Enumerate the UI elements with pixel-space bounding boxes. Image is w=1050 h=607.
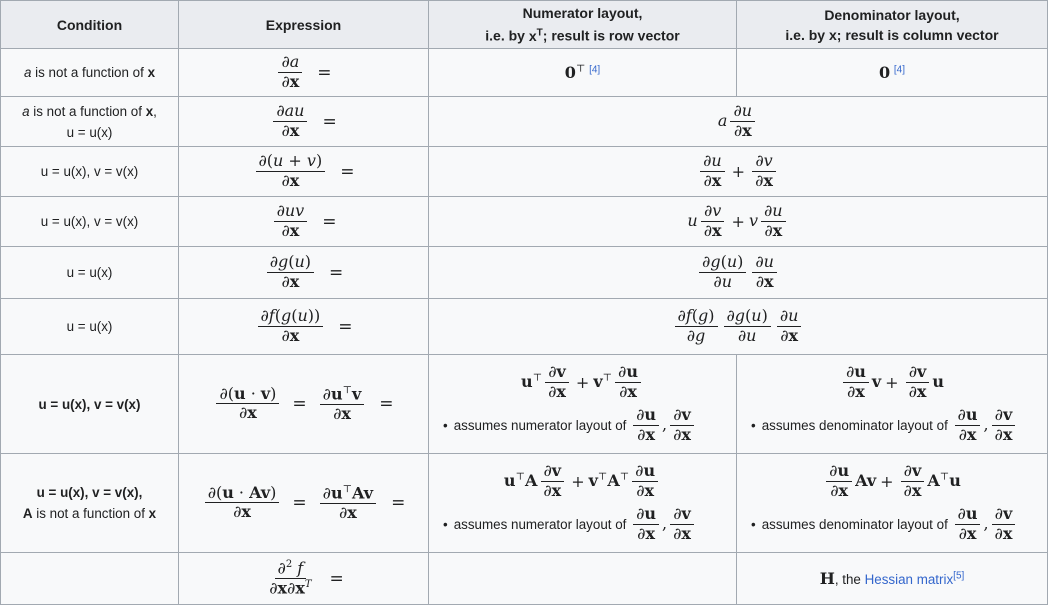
expression-cell: $\frac{\partial a}{\partial x}$ = bbox=[179, 49, 429, 97]
result-cell: $\frac{\partial u}{\partial x}$ + $\frac{\partial v}{\partial x}$ bbox=[429, 147, 1048, 197]
numerator-cell: u⊤A $\frac{\partial v}{\partial x}$ + v⊤A⊤ $\frac{\partial u}{\partial x}$ • assumes numerator layout of $\frac{\partial u}{\partial x}$ , $\frac{\partial v}{\partial x}$ bbox=[429, 454, 737, 553]
table-row bbox=[1, 147, 1048, 197]
table-row bbox=[1, 355, 1048, 454]
table-row bbox=[1, 299, 1048, 355]
condition-cell: u = u(x), v = v(x) bbox=[1, 147, 179, 197]
reference-link[interactable]: [4] bbox=[589, 64, 601, 76]
denominator-cell: $\frac{\partial u}{\partial x}$ v + $\frac{\partial v}{\partial x}$ u • assumes denominator layout of $\frac{\partial u}{\partial x}$ , $\frac{\partial v}{\partial x}$ bbox=[737, 355, 1048, 454]
header-condition: Condition bbox=[1, 1, 179, 49]
numerator-cell: u⊤ $\frac{\partial v}{\partial x}$ + v⊤ $\frac{\partial u}{\partial x}$ • assumes numerator layout of $\frac{\partial u}{\partial x}$ , $\frac{\partial v}{\partial x}$ bbox=[429, 355, 737, 454]
denominator-cell: 0 [4] bbox=[737, 49, 1048, 97]
layout-note: • assumes numerator layout of $\frac{\partial u}{\partial x}$ , $\frac{\partial v}{\partial x}$ bbox=[433, 407, 697, 444]
condition-cell: a is not a function of x bbox=[1, 49, 179, 97]
condition-cell bbox=[1, 553, 179, 605]
numerator-cell bbox=[429, 553, 737, 605]
header-denominator-layout: Denominator layout, i.e. by x; result is column vector bbox=[737, 1, 1048, 49]
layout-note: • assumes denominator layout of $\frac{\partial u}{\partial x}$ , $\frac{\partial v}{\partial x}$ bbox=[741, 506, 1018, 543]
expression-cell: $\frac{\partial(u \cdot Av)}{\partial x}$ = $\frac{\partial u^⊤Av}{\partial x}$ = bbox=[179, 454, 429, 553]
condition-cell: u = u(x), v = v(x) bbox=[1, 355, 179, 454]
expression-cell: $\frac{\partial g(u)}{\partial x}$ = bbox=[179, 247, 429, 299]
expression-cell: $\frac{\partial(u \cdot v)}{\partial x}$ = $\frac{\partial u^⊤v}{\partial x}$ = bbox=[179, 355, 429, 454]
condition-cell: u = u(x), v = v(x), A is not a function of x bbox=[1, 454, 179, 553]
condition-cell: u = u(x) bbox=[1, 247, 179, 299]
expression-cell: $\frac{\partial(u + v)}{\partial x}$ = bbox=[179, 147, 429, 197]
condition-cell: u = u(x) bbox=[1, 299, 179, 355]
table-row bbox=[1, 97, 1048, 147]
table-row bbox=[1, 553, 1048, 605]
condition-cell: a is not a function of x, u = u(x) bbox=[1, 97, 179, 147]
result-cell: u $\frac{\partial v}{\partial x}$ + v $\frac{\partial u}{\partial x}$ bbox=[429, 197, 1048, 247]
denominator-cell: H, the Hessian matrix[5] bbox=[737, 553, 1048, 605]
header-numerator-layout: Numerator layout, i.e. by $x^T$; result is row vector bbox=[429, 1, 737, 49]
expression-cell: $\frac{\partial^2 f}{\partial x\partial x^T}$ = bbox=[179, 553, 429, 605]
denominator-cell: $\frac{\partial u}{\partial x}$ Av + $\frac{\partial v}{\partial x}$ A⊤u • assumes denominator layout of $\frac{\partial u}{\partial x}$ , $\frac{\partial v}{\partial x}$ bbox=[737, 454, 1048, 553]
header-row bbox=[1, 1, 1048, 49]
hessian-matrix-link[interactable]: Hessian matrix bbox=[864, 572, 954, 587]
expression-cell: $\frac{\partial uv}{\partial x}$ = bbox=[179, 197, 429, 247]
expression-cell: $\frac{\partial f(g(u))}{\partial x}$ = bbox=[179, 299, 429, 355]
table-row bbox=[1, 49, 1048, 97]
result-cell: $\frac{\partial g(u)}{\partial u}$ $\frac{\partial u}{\partial x}$ bbox=[429, 247, 1048, 299]
table-row bbox=[1, 454, 1048, 553]
layout-note: • assumes denominator layout of $\frac{\partial u}{\partial x}$ , $\frac{\partial v}{\partial x}$ bbox=[741, 407, 1018, 444]
result-cell: $\frac{\partial f(g)}{\partial g}$ $\frac{\partial g(u)}{\partial u}$ $\frac{\partial u}{\partial x}$ bbox=[429, 299, 1048, 355]
result-cell: a $\frac{\partial u}{\partial x}$ bbox=[429, 97, 1048, 147]
reference-link[interactable]: [4] bbox=[893, 64, 905, 76]
condition-cell: u = u(x), v = v(x) bbox=[1, 197, 179, 247]
layout-note: • assumes numerator layout of $\frac{\partial u}{\partial x}$ , $\frac{\partial v}{\partial x}$ bbox=[433, 506, 697, 543]
numerator-cell: 0⊤ [4] bbox=[429, 49, 737, 97]
table-row bbox=[1, 197, 1048, 247]
reference-link[interactable]: [5] bbox=[953, 570, 965, 582]
header-expression: Expression bbox=[179, 1, 429, 49]
table-row bbox=[1, 247, 1048, 299]
expression-cell: $\frac{\partial au}{\partial x}$ = bbox=[179, 97, 429, 147]
